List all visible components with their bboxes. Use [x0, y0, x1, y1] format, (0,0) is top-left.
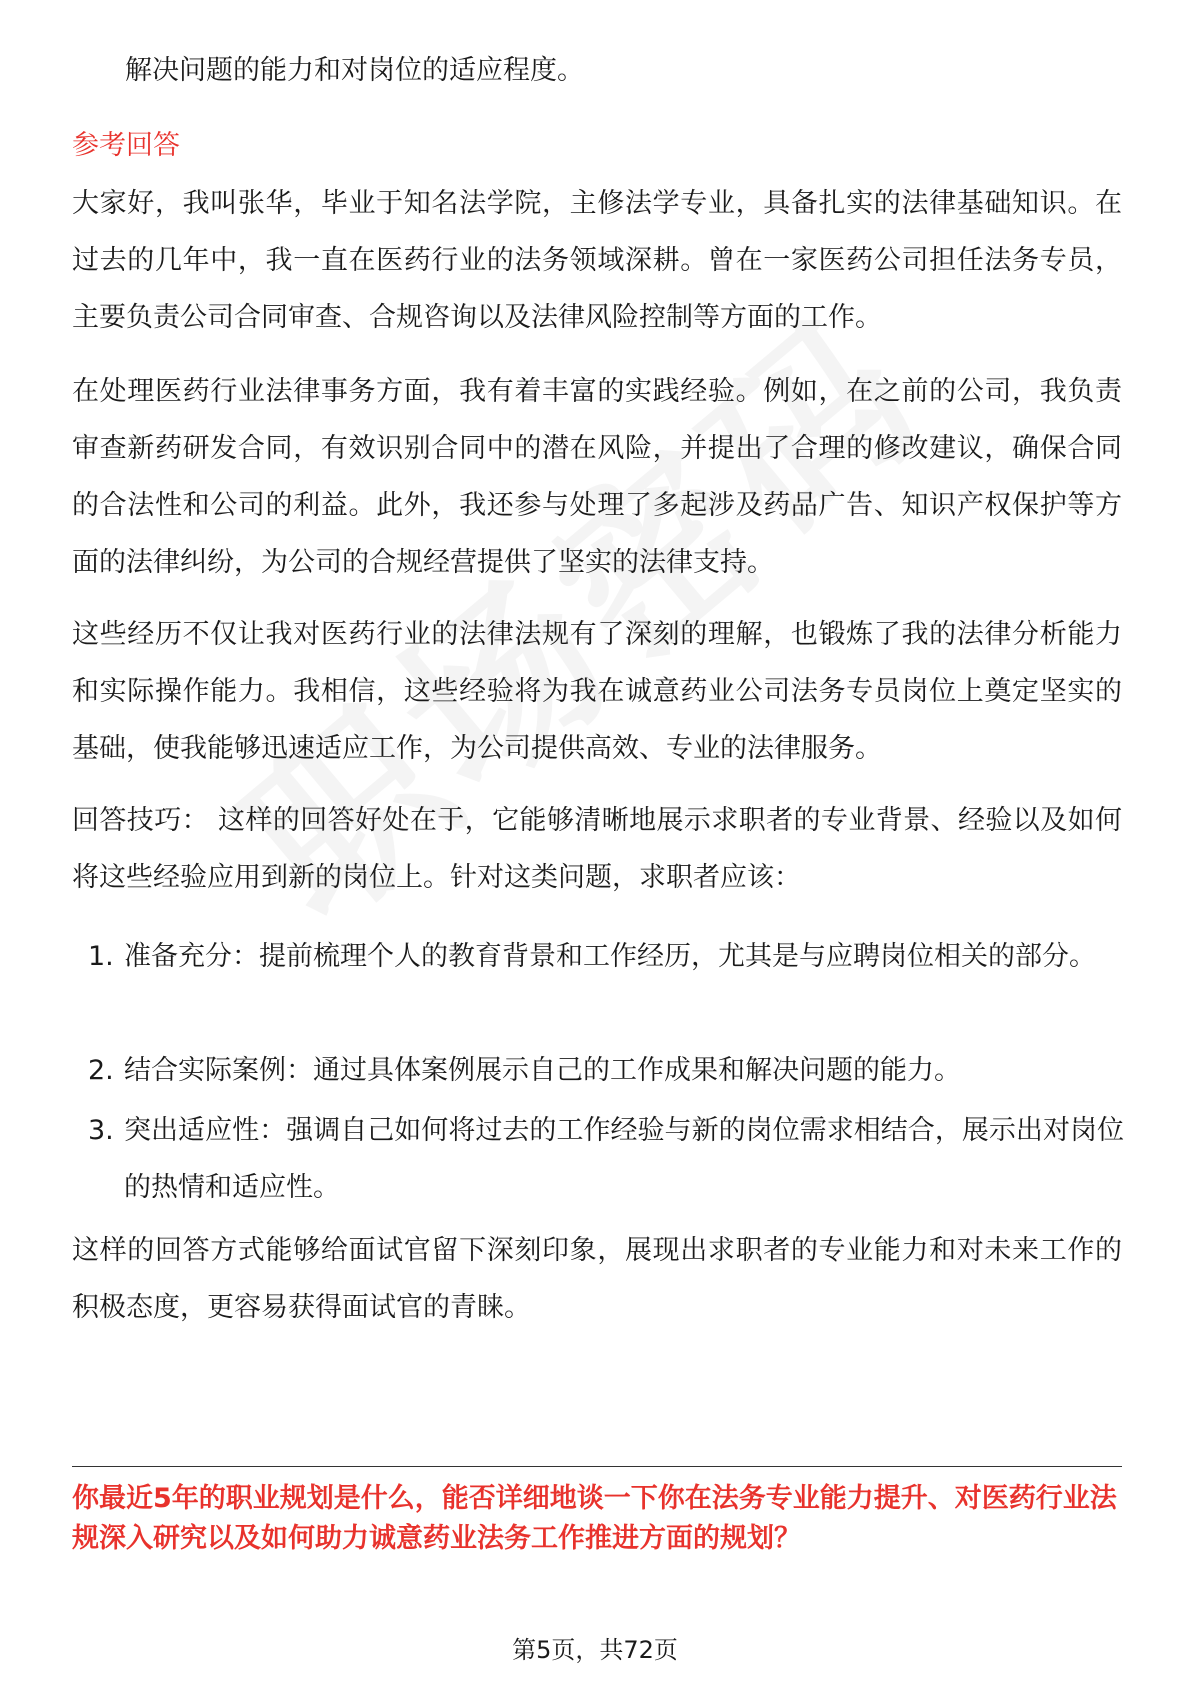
list-item-number: 1.: [88, 941, 114, 972]
next-question-heading: 你最近5年的职业规划是什么，能否详细地谈一下你在法务专业能力提升、对医药行业法规深入研究以及如何助力诚意药业法务工作推进方面的规划？: [72, 1483, 1117, 1554]
list-item-text: 准备充分：提前梳理个人的教育背景和工作经历，尤其是与应聘岗位相关的部分。: [124, 941, 1096, 972]
reference-answer-label: 参考回答: [72, 130, 180, 161]
closing-paragraph: 这样的回答方式能够给面试官留下深刻印象，展现出求职者的专业能力和对未来工作的积极态度，更容易获得面试官的青睐。: [72, 1235, 1122, 1323]
list-item-text: 突出适应性：强调自己如何将过去的工作经验与新的岗位需求相结合，展示出对岗位的热情和适应性。: [124, 1115, 1124, 1203]
answer-paragraph-2: 在处理医药行业法律事务方面，我有着丰富的实践经验。例如，在之前的公司，我负责审查新药研发合同，有效识别合同中的潜在风险，并提出了合理的修改建议，确保合同的合法性和公司的利益。此外，我还参与处理了多起涉及药品广告、知识产权保护等方面的法律纠纷，为公司的合规经营提供了坚实的法律支持。: [72, 376, 1122, 578]
list-item-number: 2.: [88, 1055, 114, 1086]
answer-tips-paragraph: 回答技巧： 这样的回答好处在于，它能够清晰地展示求职者的专业背景、经验以及如何将这些经验应用到新的岗位上。针对这类问题，求职者应该：: [72, 805, 1122, 893]
answer-paragraph-1: 大家好，我叫张华，毕业于知名法学院，主修法学专业，具备扎实的法律基础知识。在过去的几年中，我一直在医药行业的法务领域深耕。曾在一家医药公司担任法务专员，主要负责公司合同审查、合规咨询以及法律风险控制等方面的工作。: [72, 188, 1122, 333]
page-footer: 第5页，共72页: [512, 1636, 678, 1664]
list-item-number: 3.: [88, 1115, 114, 1146]
section-divider: [72, 1466, 1122, 1467]
answer-paragraph-3: 这些经历不仅让我对医药行业的法律法规有了深刻的理解，也锻炼了我的法律分析能力和实际操作能力。我相信，这些经验将为我在诚意药业公司法务专员岗位上奠定坚实的基础，使我能够迅速适应工作，为公司提供高效、专业的法律服务。: [72, 619, 1122, 764]
list-item-text: 结合实际案例：通过具体案例展示自己的工作成果和解决问题的能力。: [124, 1055, 961, 1086]
previous-paragraph-continuation: 解决问题的能力和对岗位的适应程度。: [125, 55, 584, 86]
